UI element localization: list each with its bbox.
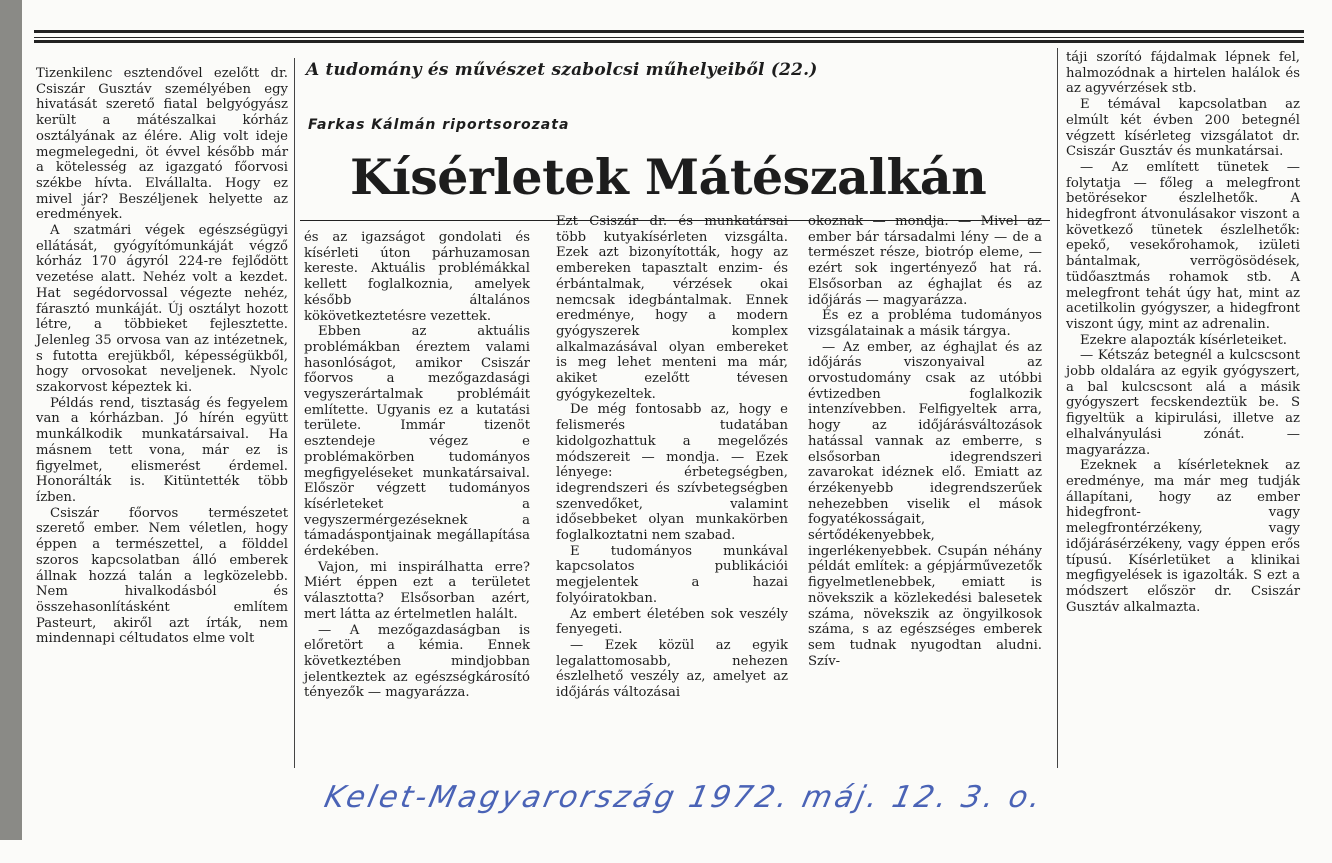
byline: Farkas Kálmán riportsorozata bbox=[308, 117, 570, 133]
paragraph: Ezeknek a kísérleteknek az eredménye, ma már meg tudják állapítani, hogy az ember hidegfront- vagy melegfrontérzékeny, vagy időjárásérzékeny, vagy éppen erős típusú. Kísérletüket a klinikai megfigyelések is igazolták. S ezt a módszert először dr. Csiszár Gusztáv alkalmazta. bbox=[1066, 458, 1300, 615]
paragraph: És ez a probléma tudományos vizsgálatainak a másik tárgya. bbox=[808, 308, 1042, 339]
paragraph: Példás rend, tisztaság és fegyelem van a kórházban. Jó hírén együtt munkálkodik munkatársaival. Ha másnem tett vona, már ez is figyelmet, elismerést érdemel. Honorálták is. Kitüntették több ízben. bbox=[36, 395, 288, 505]
paragraph: okoznak — mondja. — Mivel az ember bár társadalmi lény — de a természet része, biotróp eleme, — ezért sok ingertényező hat rá. Elsősorban az éghajlat és az időjárás — magyarázza. bbox=[808, 214, 1042, 308]
scan-dark-edge bbox=[0, 0, 22, 840]
paragraph: Ebben az aktuális problémákban éreztem valami hasonlóságot, amikor Csiszár főorvos a mezőgazdasági vegyszerártalmak problémáit említette. Ugyanis ez a kutatási területe. Immár tizenöt esztendeje végez e problémakörben tudományos megfigyeléseket munkatársaival. Először végzett tudományos kísérleteket a vegyszermérgezéseknek a támadáspontjainak megállapítása érdekében. bbox=[304, 324, 530, 560]
article-column-4 bbox=[808, 214, 1042, 669]
paragraph: — Az említett tünetek — folytatja — főleg a melegfront betörésekor észlelhetők. A hidegfront átvonulásakor viszont a következő tünetek észlelhetők: epekő, vesekőrohamok, izületi bántalmak, verrögösödések, tüdőasztmás rohamok stb. A melegfront tehát úgy hat, mint az acetilkolin gyógyszer, a hidegfront viszont úgy, mint az adrenalin. bbox=[1066, 159, 1300, 332]
article-column-5 bbox=[1066, 50, 1300, 615]
series-kicker: A tudomány és művészet szabolcsi műhelyeiből (22.) bbox=[306, 60, 818, 80]
paragraph: Az embert életében sok veszély fenyegeti. bbox=[556, 606, 788, 638]
paragraph: Csiszár főorvos természetet szerető ember. Nem véletlen, hogy éppen a természettel, a földdel szoros kapcsolatban álló emberek állnak hozzá talán a legközelebb. Nem hivalkodásból és összehasonlításként említem Pasteurt, akiről azt írták, nem mindennapi céltudatos elme volt bbox=[36, 505, 288, 647]
paragraph: Vajon, mi inspirálhatta erre? Miért éppen ezt a területet választotta? Elsősorban azért, mert látta az értelmetlen halált. bbox=[304, 559, 530, 622]
paragraph: — Az ember, az éghajlat és az időjárás viszonyaival az orvostudomány csak az utóbbi évtizedben foglalkozik intenzívebben. Felfigyeltek arra, hogy az időjárásváltozások hatással vannak az emberre, s elsősorban idegrendszeri zavarokat idéznek elő. Emiatt az érzékenyebb idegrendszerűek nehezebben viselik el mások fogyatékosságait, sértődékenyebbek, ingerlékenyebbek. Csupán néhány példát említek: a gépjárművezetők figyelmetlenebbek, emiatt is növekszik a közlekedési balesetek száma, növekszik az öngyilkosok száma, s az egészséges emberek sem tudnak nyugodtan aludni. Szív- bbox=[808, 339, 1042, 669]
paragraph: A szatmári végek egészségügyi ellátását, gyógyítómunkáját végző kórház 170 ágyról 224-re fejlődött vezetése alatt. Nehéz volt a kezdet. Hat segédorvossal végezte nehéz, fárasztó munkáját. Új osztályt hozott létre, a többieket fejlesztette. Jelenleg 35 orvosa van az intézetnek, s futotta erejükből, képességükből, hogy orvosokat neveljenek. Nyolc szakorvost képeztek ki. bbox=[36, 223, 288, 396]
paragraph: E tudományos munkával kapcsolatos publikációi megjelentek a hazai folyóiratokban. bbox=[556, 543, 788, 606]
paragraph: Ezekre alapozták kísérleteiket. bbox=[1080, 332, 1288, 348]
article-column-2 bbox=[304, 230, 530, 701]
top-rule bbox=[34, 30, 1304, 33]
handwritten-source-note: Kelet-Magyarország 1972. máj. 12. 3. o. bbox=[321, 780, 1047, 815]
paragraph: — Kétszáz betegnél a kulcscsont jobb oldalára az egyik gyógyszert, a bal kulcscsont alá a másik gyógyszert fecskendeztük be. S figyeltük a kipirulási, illetve az elhalványulási zónát. — magyarázza. bbox=[1066, 348, 1300, 458]
paragraph: — Ezek közül az egyik legalattomosabb, nehezen észlelhető veszély az, amelyet az időjárás változásai bbox=[556, 637, 788, 701]
headline: Kísérletek Mátészalkán bbox=[350, 148, 987, 206]
article-column-1 bbox=[36, 66, 288, 647]
paragraph: Ezt Csiszár dr. és munkatársai több kutyakísérleten vizsgálta. Ezek azt bizonyították, hogy az embereken tapasztalt enzim- és érbántalmak, vérzések okai nemcsak idegbántalmak. Ennek eredménye, hogy a modern gyógyszerek komplex alkalmazásával olyan embereket is meg lehet menteni ma már, akiket ezelőtt tévesen gyógykezeltek. bbox=[556, 214, 788, 402]
paragraph: táji szorító fájdalmak lépnek fel, halmozódnak a hirtelen halálok és az agyvérzések stb. bbox=[1066, 50, 1300, 97]
top-rule-second bbox=[34, 40, 1304, 43]
paragraph: De még fontosabb az, hogy e felismerés tudatában kidolgozhattuk a megelőzés módszereit — mondja. — Ezek lényege: érbetegségben, idegrendszeri és szívbetegségben szenvedőket, valamint idősebbeket olyan munkakörben foglalkoztatni nem szabad. bbox=[556, 402, 788, 544]
paragraph: — A mezőgazdaságban is előretört a kémia. Ennek következtében mindjobban jelentkeztek az egészségkárosító tényezők — magyarázza. bbox=[304, 622, 530, 701]
paragraph: és az igazságot gondolati és kísérleti úton párhuzamosan kereste. Aktuális problémákkal kellett foglalkoznia, amelyek később általános kökövetkeztetésre vezettek. bbox=[304, 230, 530, 324]
article-column-3 bbox=[556, 214, 788, 701]
column-divider-2 bbox=[1057, 48, 1058, 768]
paragraph: E témával kapcsolatban az elmúlt két évben 200 betegnél végzett kísérleteg vizsgálatot dr. Csiszár Gusztáv és munkatársai. bbox=[1066, 97, 1300, 160]
column-divider-1 bbox=[294, 58, 295, 768]
top-rule-thin bbox=[34, 37, 1304, 38]
paragraph: Tizenkilenc esztendővel ezelőtt dr. Csiszár Gusztáv személyében egy hivatását szerető fiatal belgyógyász került a mátészalkai kórház osztályának az élére. Alig volt ideje megmelegedni, öt évvel később már a kötelesség az igazgató főorvosi székbe hívta. Elvállalta. Hogy ez mivel jár? Beszéljenek helyette az eredmények. bbox=[36, 66, 288, 223]
